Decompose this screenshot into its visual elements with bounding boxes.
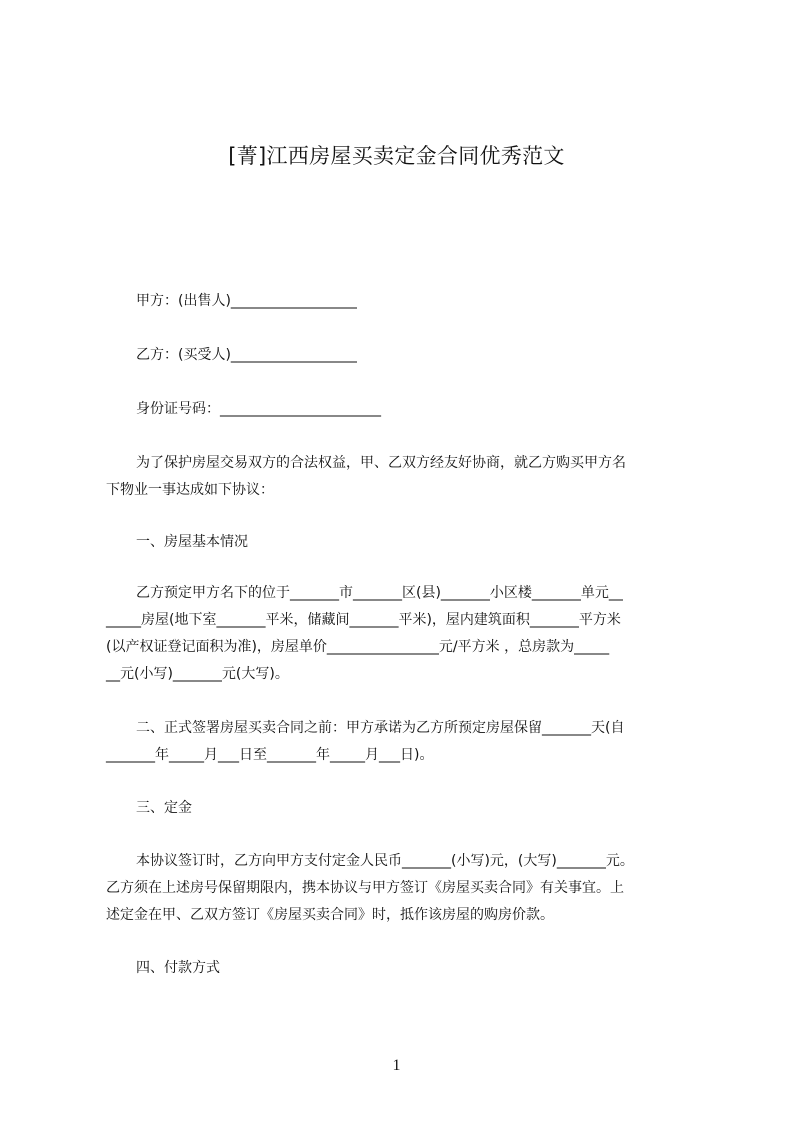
intro-paragraph-line-2: 下物业一事达成如下协议： (106, 482, 274, 498)
section-3-line-3: 述定金在甲、乙双方签订《房屋买卖合同》时，抵作该房屋的购房价款。 (106, 907, 554, 923)
section-2-line-2: _______年_____月___日至_______年_____月___日)。 (106, 747, 434, 763)
party-b-line: 乙方：(买受人)__________________ (136, 347, 357, 363)
section-4-heading: 四、付款方式 (136, 960, 220, 976)
party-a-line: 甲方：(出售人)__________________ (136, 293, 357, 309)
section-1-line-2: _____房屋(地下室_______平米，储藏间_______平米)，屋内建筑面积_______平方米 (106, 612, 621, 628)
id-number-line: 身份证号码：_______________________ (136, 401, 381, 417)
section-1-heading: 一、房屋基本情况 (136, 534, 248, 550)
section-3-line-1: 本协议签订时，乙方向甲方支付定金人民币_______(小写)元，(大写)_______元。 (136, 853, 634, 869)
intro-paragraph-line-1: 为了保护房屋交易双方的合法权益，甲、乙双方经友好协商，就乙方购买甲方名 (136, 455, 626, 471)
section-3-line-2: 乙方须在上述房号保留期限内，携本协议与甲方签订《房屋买卖合同》有关事宜。上 (106, 880, 624, 896)
section-1-line-4: __元(小写)_______元(大写)。 (106, 666, 289, 682)
page-number: 1 (392, 1057, 401, 1074)
section-1-line-1: 乙方预定甲方名下的位于_______市_______区(县)_______小区楼_______单元__ (136, 585, 623, 601)
section-3-heading: 三、定金 (136, 800, 192, 816)
section-2-line-1: 二、正式签署房屋买卖合同之前：甲方承诺为乙方所预定房屋保留_______天(自 (136, 720, 625, 736)
document-title: [菁]江西房屋买卖定金合同优秀范文 (228, 144, 565, 168)
section-1-line-3: (以产权证登记面积为准)，房屋单价________________元/平方米 ，总房款为_____ (106, 639, 610, 655)
